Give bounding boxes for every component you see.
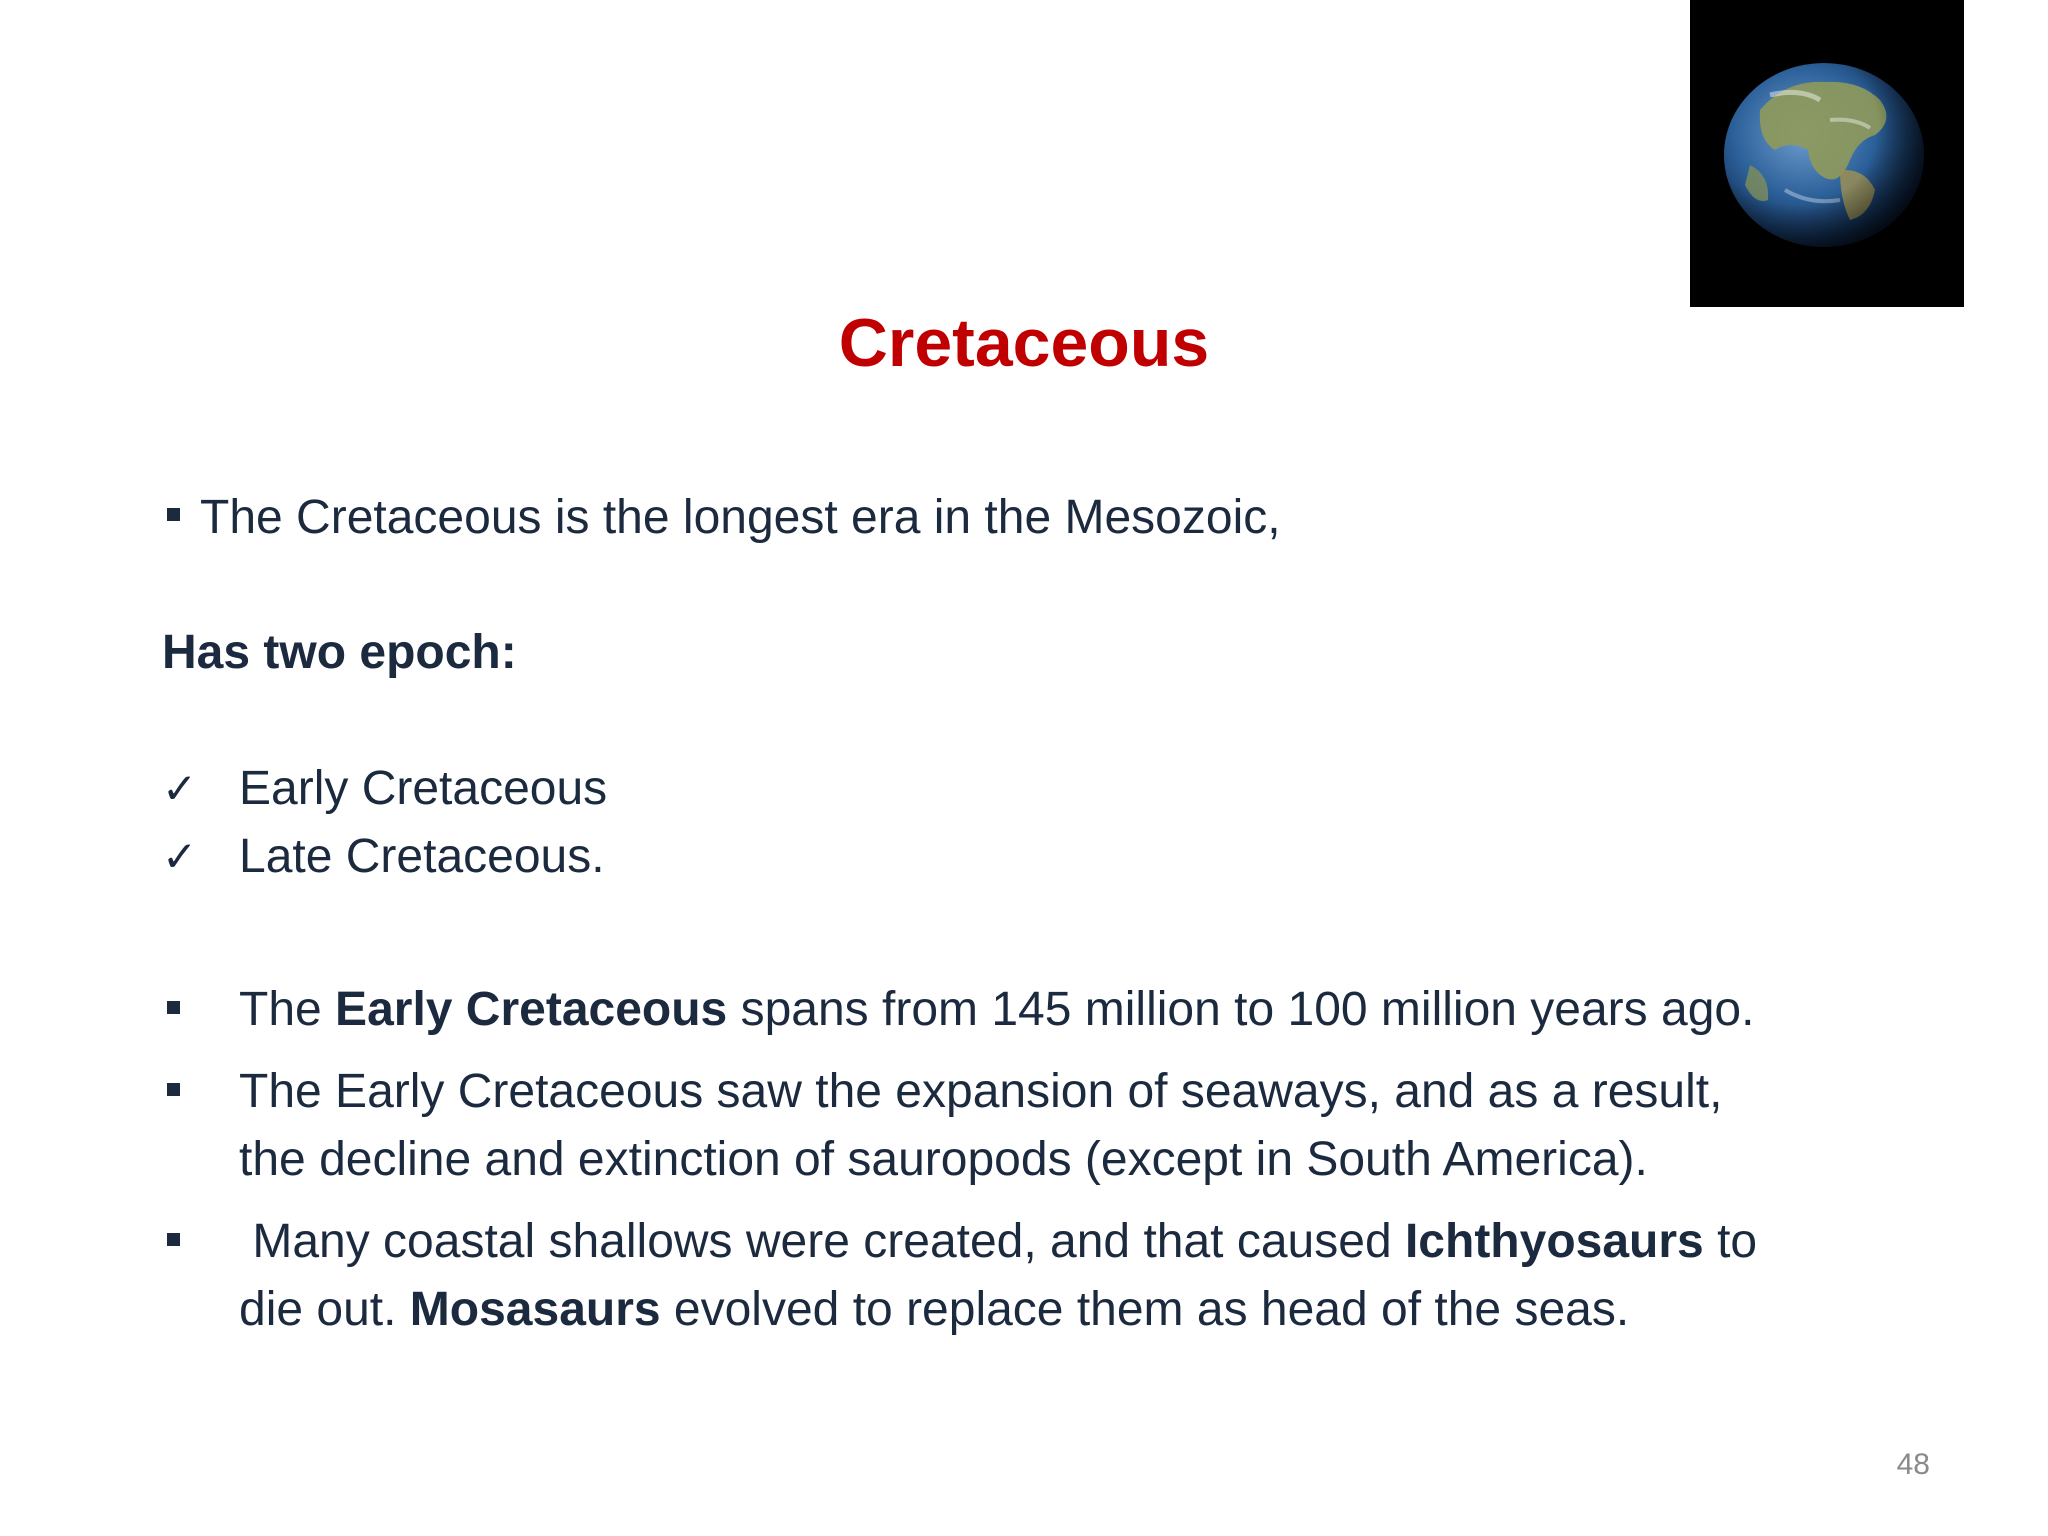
checkmark-icon: ✓ xyxy=(162,764,198,813)
bullet-square-icon xyxy=(167,1083,180,1096)
bullet1-post: spans from 145 million to 100 million years ago. xyxy=(727,983,1755,1036)
intro-text: The Cretaceous is the longest era in the Mesozoic, xyxy=(200,491,1281,544)
epochs-heading: Has two epoch: xyxy=(162,626,517,679)
slide-title: Cretaceous xyxy=(838,305,1210,381)
bullet3-line2-pre: die out. xyxy=(239,1283,410,1336)
bullet-square-icon xyxy=(167,1233,180,1246)
bullet1-bold: Early Cretaceous xyxy=(335,983,728,1036)
bullet3-line1 xyxy=(239,1209,1757,1275)
bullet3-line1-pre: Many coastal shallows were created, and that caused xyxy=(239,1215,1405,1268)
page-number: 48 xyxy=(1896,1448,1930,1481)
bullet2-line2: the decline and extinction of sauropods (except in South America). xyxy=(239,1133,1648,1186)
epoch-item: Early Cretaceous xyxy=(239,762,608,815)
bullet-square-icon xyxy=(167,1001,180,1014)
bullet-early-cretaceous-span xyxy=(239,977,1754,1043)
bullet1-pre: The xyxy=(239,983,336,1036)
earth-globe-icon xyxy=(1690,0,1964,307)
bullet3-line2-bold: Mosasaurs xyxy=(409,1283,661,1336)
bullet3-line2 xyxy=(239,1277,1629,1343)
bullet-square-icon xyxy=(167,508,180,521)
epoch-item: Late Cretaceous. xyxy=(239,830,605,883)
bullet3-line2-post: evolved to replace them as head of the seas. xyxy=(660,1283,1630,1336)
bullet3-line1-bold: Ichthyosaurs xyxy=(1404,1215,1704,1268)
bullet3-line1-post: to xyxy=(1703,1215,1758,1268)
bullet2-line1: The Early Cretaceous saw the expansion of seaways, and as a result, xyxy=(239,1065,1723,1118)
checkmark-icon: ✓ xyxy=(162,832,198,881)
